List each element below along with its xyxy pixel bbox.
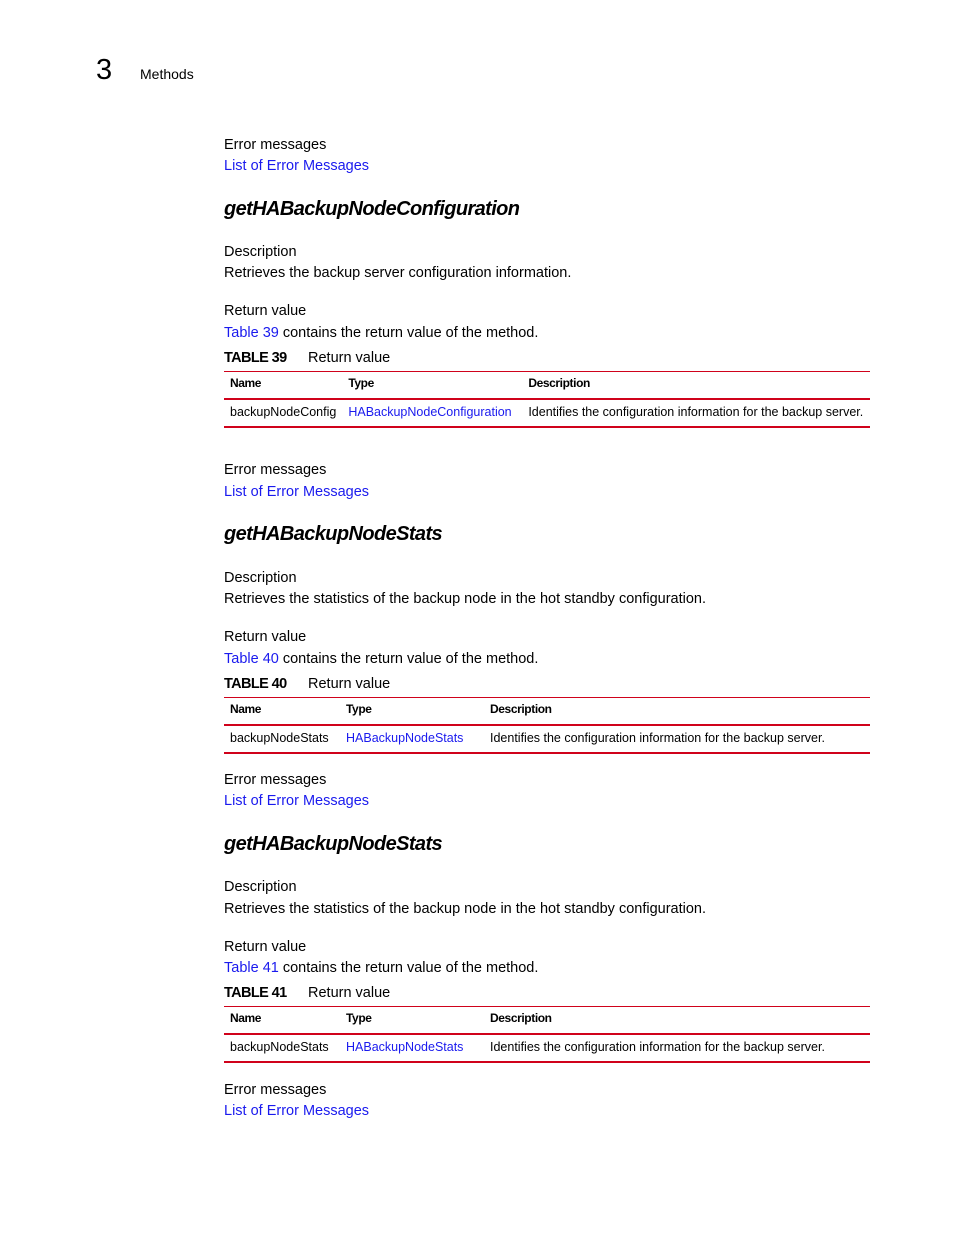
- cell-description: Identifies the configuration information for the backup server.: [528, 405, 864, 419]
- method-title: getHABackupNodeStats: [224, 833, 443, 855]
- error-messages-heading: Error messages: [224, 137, 327, 153]
- description-text: Retrieves the backup server configuration information.: [224, 265, 572, 281]
- table-row: [224, 1034, 870, 1062]
- return-value-heading: Return value: [224, 939, 307, 955]
- column-header-type: Type: [346, 702, 372, 716]
- return-value-heading: Return value: [224, 629, 307, 645]
- error-messages-link[interactable]: List of Error Messages: [224, 1103, 370, 1119]
- error-messages-link[interactable]: List of Error Messages: [224, 793, 370, 809]
- table-caption: [224, 349, 390, 367]
- column-header-name: Name: [230, 702, 262, 716]
- description-text: Retrieves the statistics of the backup node in the hot standby configuration.: [224, 901, 707, 917]
- table-header-row: [224, 698, 870, 726]
- cell-type-link[interactable]: HABackupNodeStats: [346, 1040, 464, 1054]
- return-value-table: [224, 371, 870, 428]
- return-value-sentence: contains the return value of the method.: [278, 325, 539, 341]
- method-title: getHABackupNodeConfiguration: [224, 198, 520, 220]
- cell-name: backupNodeConfig: [230, 405, 337, 419]
- cell-type-link[interactable]: HABackupNodeStats: [346, 731, 464, 745]
- error-messages-heading: Error messages: [224, 462, 327, 478]
- description-heading: Description: [224, 244, 297, 260]
- table-reference-link[interactable]: Table 39: [224, 325, 279, 341]
- table-caption: [224, 984, 390, 1002]
- description-heading: Description: [224, 570, 297, 586]
- error-messages-heading: Error messages: [224, 1082, 327, 1098]
- cell-name: backupNodeStats: [230, 1040, 329, 1054]
- table-header-row: [224, 1007, 870, 1035]
- return-value-sentence: contains the return value of the method.: [278, 651, 539, 667]
- return-value-sentence: contains the return value of the method.: [278, 960, 539, 976]
- cell-type-link[interactable]: HABackupNodeConfiguration: [348, 405, 512, 419]
- table-caption-text: Return value: [308, 350, 391, 366]
- table-tag: TABLE 39: [224, 350, 287, 366]
- table-reference-link[interactable]: Table 41: [224, 960, 279, 976]
- column-header-type: Type: [348, 376, 374, 390]
- cell-description: Identifies the configuration information for the backup server.: [490, 1040, 825, 1054]
- column-header-name: Name: [230, 376, 262, 390]
- table-tag: TABLE 41: [224, 985, 287, 1001]
- table-caption: [224, 675, 390, 693]
- return-value-text: [224, 959, 870, 977]
- cell-name: backupNodeStats: [230, 731, 329, 745]
- description-text: Retrieves the statistics of the backup node in the hot standby configuration.: [224, 591, 707, 607]
- return-value-text: [224, 650, 870, 668]
- column-header-description: Description: [490, 702, 552, 716]
- return-value-table: [224, 1006, 870, 1063]
- column-header-description: Description: [490, 1011, 552, 1025]
- description-heading: Description: [224, 879, 297, 895]
- table-row: [224, 399, 870, 427]
- table-reference-link[interactable]: Table 40: [224, 651, 279, 667]
- column-header-description: Description: [528, 376, 590, 390]
- return-value-heading: Return value: [224, 303, 307, 319]
- return-value-table: [224, 697, 870, 754]
- table-caption-text: Return value: [308, 676, 391, 692]
- table-row: [224, 725, 870, 753]
- error-messages-heading: Error messages: [224, 772, 327, 788]
- table-tag: TABLE 40: [224, 676, 287, 692]
- column-header-type: Type: [346, 1011, 372, 1025]
- return-value-text: [224, 324, 870, 342]
- table-caption-text: Return value: [308, 985, 391, 1001]
- error-messages-link[interactable]: List of Error Messages: [224, 484, 370, 500]
- chapter-title: Methods: [140, 66, 194, 82]
- table-header-row: [224, 372, 870, 400]
- column-header-name: Name: [230, 1011, 262, 1025]
- method-title: getHABackupNodeStats: [224, 523, 443, 545]
- chapter-number: 3: [96, 54, 113, 86]
- cell-description: Identifies the configuration information for the backup server.: [490, 731, 825, 745]
- error-messages-link[interactable]: List of Error Messages: [224, 158, 370, 174]
